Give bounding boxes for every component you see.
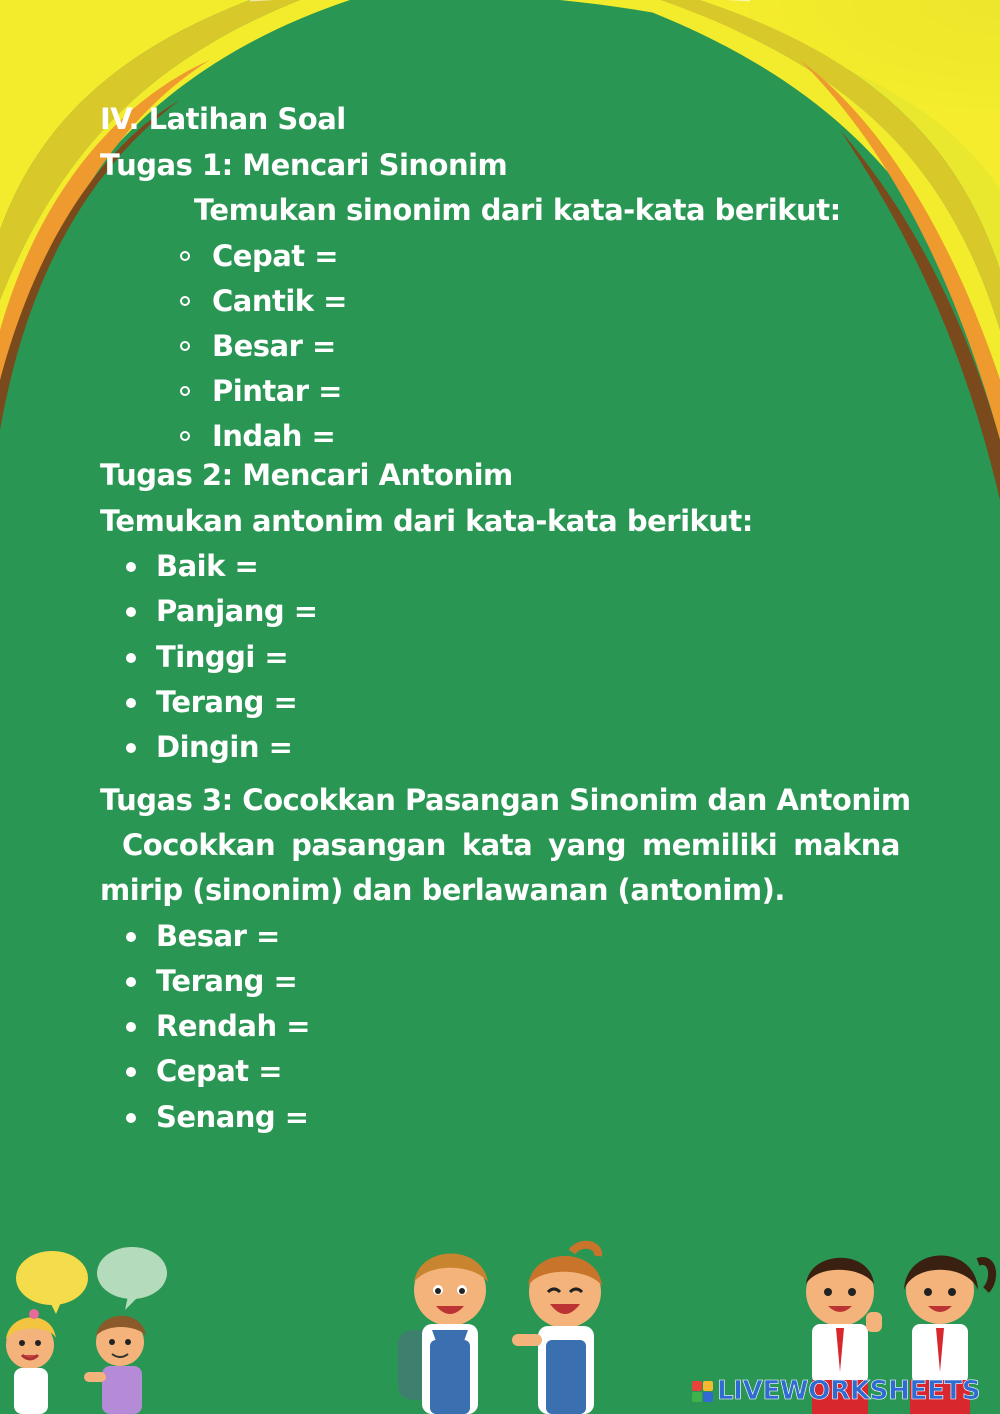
bullet-icon bbox=[126, 932, 136, 942]
liveworksheets-logo bbox=[692, 1374, 980, 1408]
liveworksheets-mark-icon bbox=[692, 1381, 713, 1402]
watermark-text: LIVEWORKSHEETS bbox=[717, 1376, 981, 1406]
task3-instruction-line1: Cocokkan pasangan kata yang memiliki makna bbox=[122, 828, 900, 862]
bullet-icon bbox=[126, 607, 136, 617]
bullet-icon bbox=[126, 653, 136, 663]
bullet-icon bbox=[126, 1022, 136, 1032]
list-item-label: Besar = bbox=[212, 329, 336, 363]
list-item-label: Panjang = bbox=[156, 594, 318, 628]
bullet-icon bbox=[126, 1067, 136, 1077]
list-item-label: Dingin = bbox=[156, 730, 293, 764]
task1-title: Tugas 1: Mencari Sinonim bbox=[100, 148, 508, 182]
list-item-label: Rendah = bbox=[156, 1009, 311, 1043]
task2-title: Tugas 2: Mencari Antonim bbox=[100, 458, 513, 492]
list-item-label: Tinggi = bbox=[156, 640, 289, 674]
hollow-bullet-icon bbox=[180, 386, 190, 396]
hollow-bullet-icon bbox=[180, 296, 190, 306]
bullet-icon bbox=[126, 1113, 136, 1123]
task1-instruction: Temukan sinonim dari kata-kata berikut: bbox=[194, 193, 841, 227]
section-heading: IV. Latihan Soal bbox=[100, 102, 346, 136]
list-item-label: Terang = bbox=[156, 964, 298, 998]
list-item-label: Pintar = bbox=[212, 374, 342, 408]
list-item-label: Senang = bbox=[156, 1100, 309, 1134]
hollow-bullet-icon bbox=[180, 341, 190, 351]
list-item-label: Cepat = bbox=[156, 1054, 283, 1088]
list-item-label: Cantik = bbox=[212, 284, 347, 318]
hollow-bullet-icon bbox=[180, 431, 190, 441]
bullet-icon bbox=[126, 698, 136, 708]
bullet-icon bbox=[126, 562, 136, 572]
list-item-label: Cepat = bbox=[212, 239, 339, 273]
list-item-label: Indah = bbox=[212, 419, 336, 453]
bullet-icon bbox=[126, 977, 136, 987]
list-item-label: Besar = bbox=[156, 919, 280, 953]
hollow-bullet-icon bbox=[180, 251, 190, 261]
bullet-icon bbox=[126, 743, 136, 753]
task3-title: Tugas 3: Cocokkan Pasangan Sinonim dan Antonim bbox=[100, 783, 911, 817]
task3-instruction-line2: mirip (sinonim) dan berlawanan (antonim). bbox=[100, 873, 785, 907]
task3-instruction bbox=[100, 828, 900, 907]
list-item-label: Terang = bbox=[156, 685, 298, 719]
task2-instruction: Temukan antonim dari kata-kata berikut: bbox=[100, 504, 753, 538]
list-item-label: Baik = bbox=[156, 549, 259, 583]
